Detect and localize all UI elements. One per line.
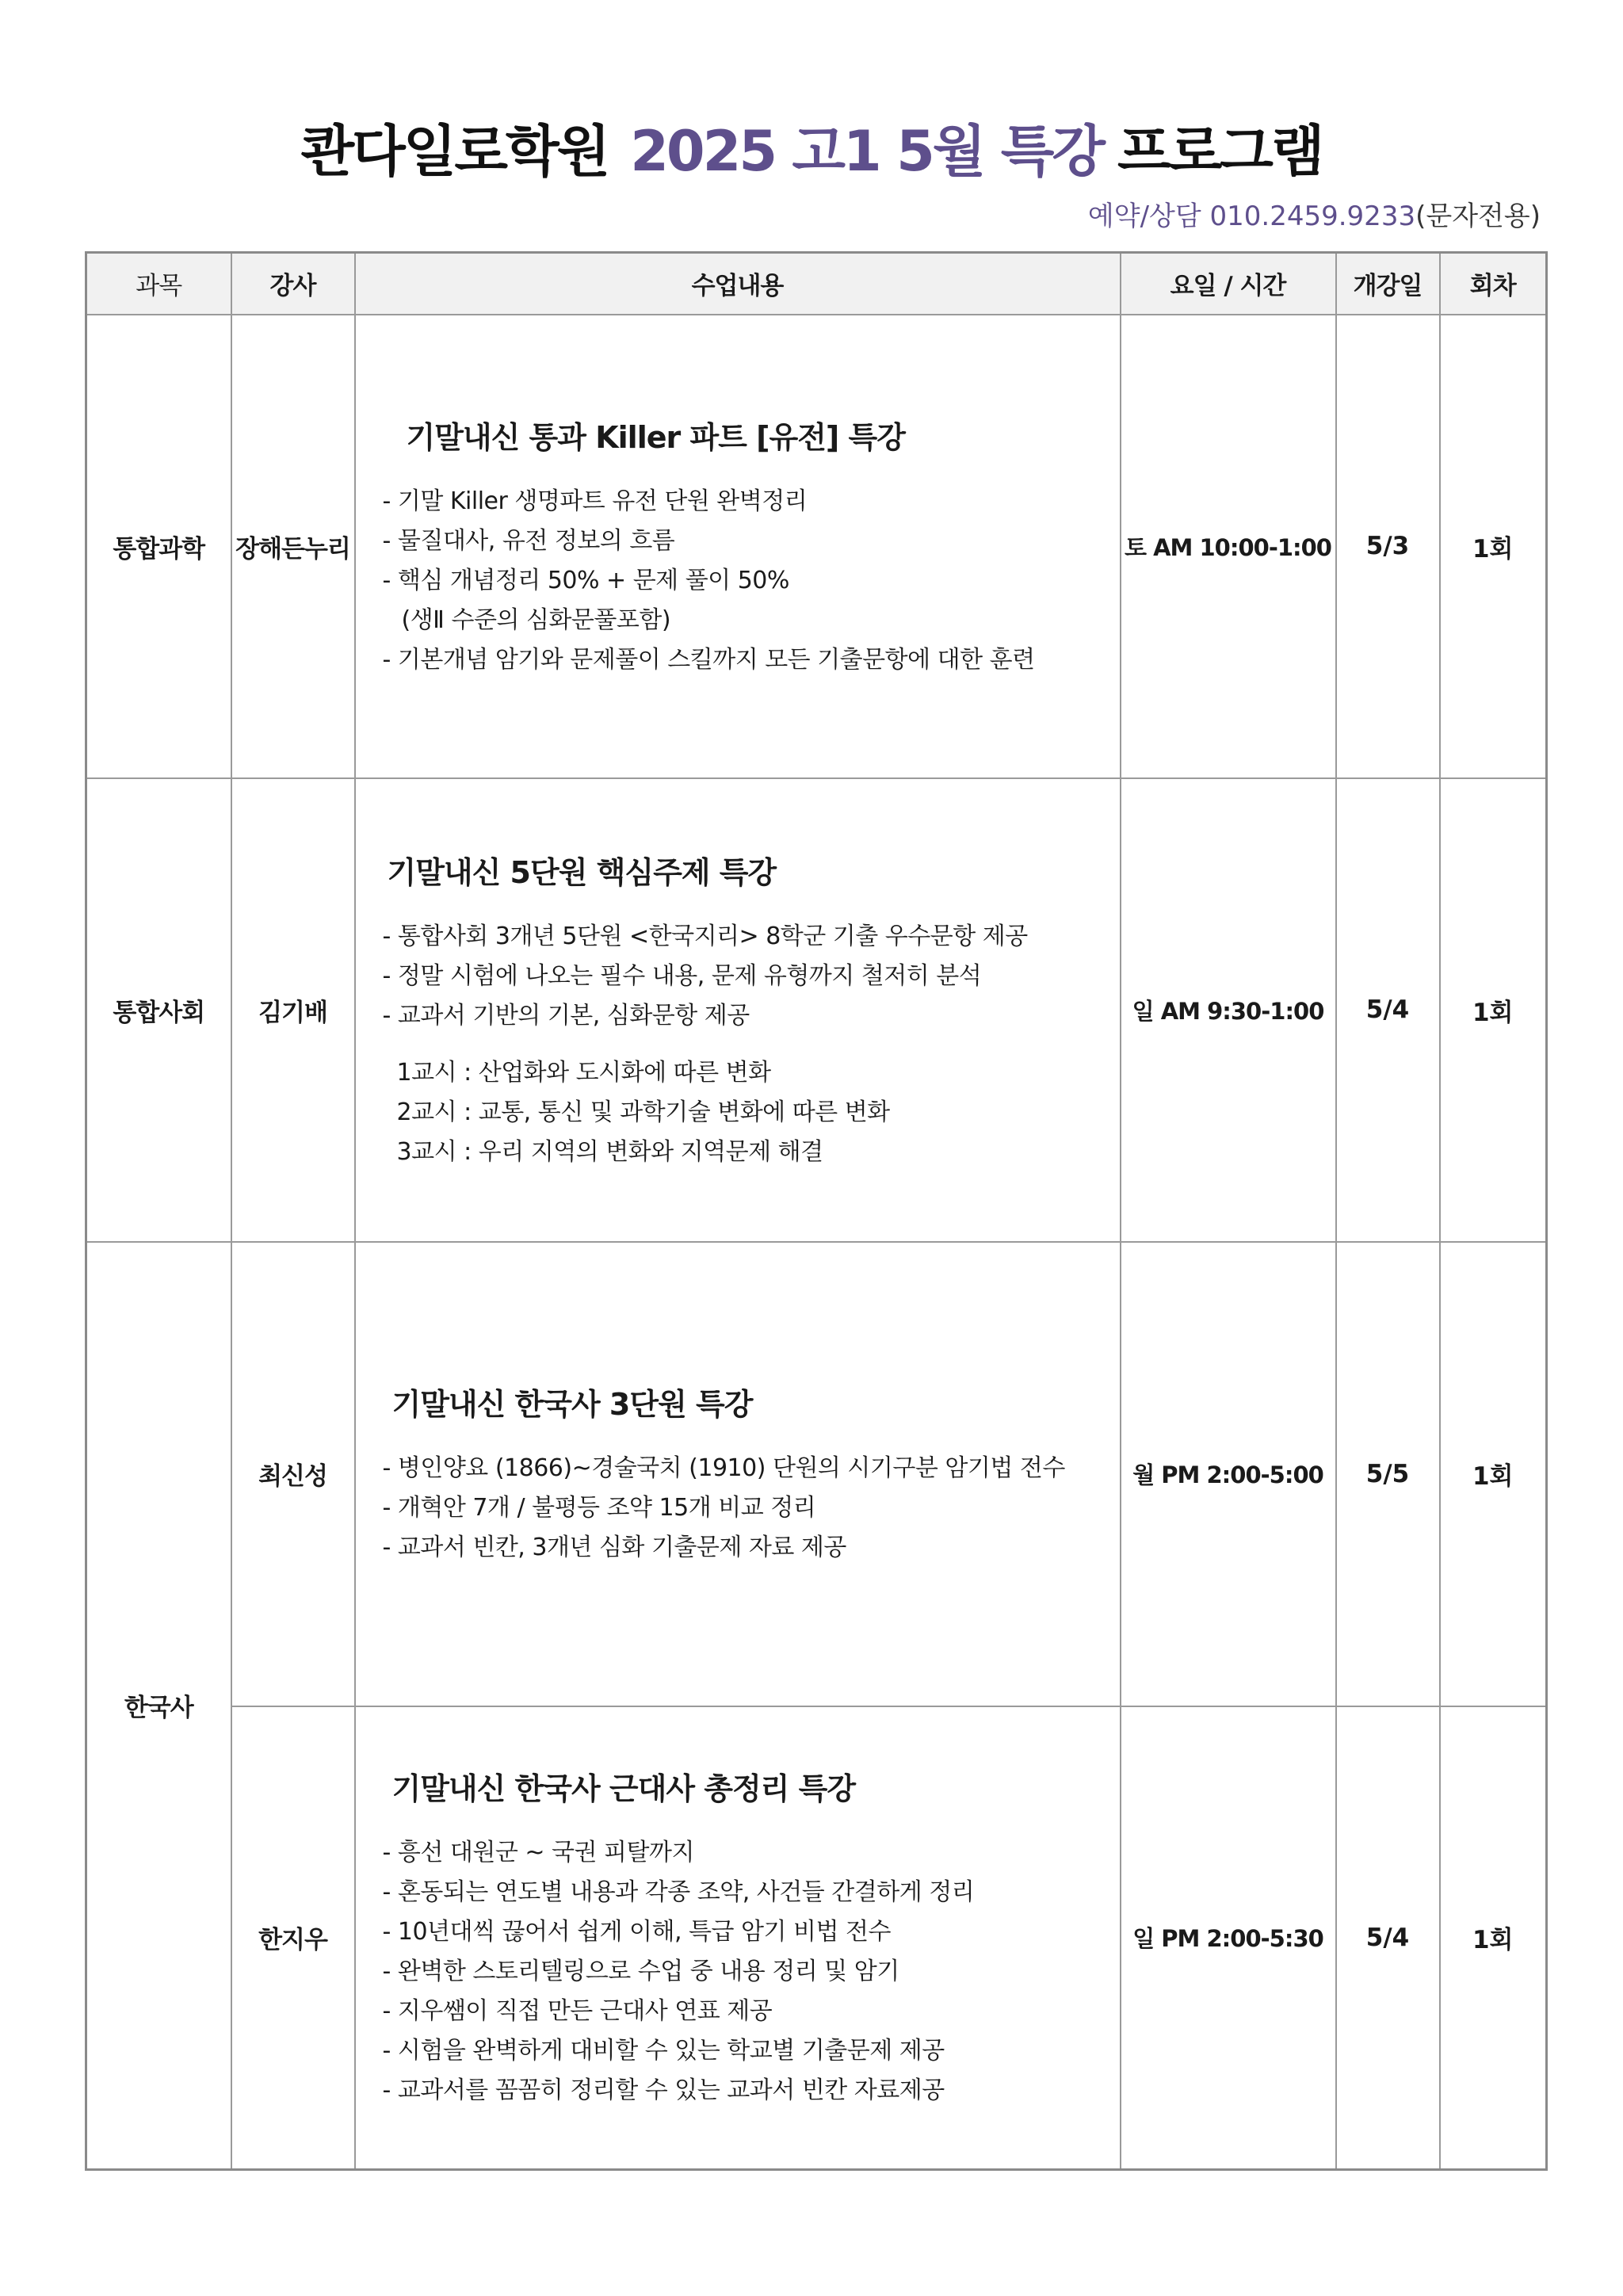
time-cell: 월 PM 2:00-5:00: [1121, 1242, 1336, 1706]
start-date-cell: 5/4: [1336, 778, 1440, 1242]
subject-cell: 통합과학: [86, 315, 231, 778]
subject-cell: 통합사회: [86, 778, 231, 1242]
contact-label: 예약/상담: [1087, 201, 1210, 232]
description-line: - 정말 시험에 나오는 필수 내용, 문제 유형까지 철저히 분석: [382, 961, 982, 990]
description-line: - 물질대사, 유전 정보의 흐름: [382, 526, 675, 555]
sessions-cell: 1회: [1440, 778, 1547, 1242]
table-row: [86, 1706, 1547, 2170]
contact-phone: 010.2459.9233: [1209, 201, 1416, 232]
description-line: - 개혁안 7개 / 불평등 조약 15개 비교 정리: [382, 1494, 816, 1522]
teacher-cell: 김기배: [231, 778, 355, 1242]
content-cell: [355, 1706, 1121, 2170]
course-title: 기말내신 통과 Killer 파트 [유전] 특강: [406, 419, 905, 455]
subject-cell: 한국사: [86, 1242, 231, 2170]
content-cell: [355, 1242, 1121, 1706]
program-year: 2025 고1 5월 특강: [630, 119, 1104, 184]
description-line: - 교과서를 꼼꼼히 정리할 수 있는 교과서 빈칸 자료제공: [382, 2076, 945, 2105]
table-row: [86, 778, 1547, 1242]
description-line: - 완벽한 스토리텔링으로 수업 중 내용 정리 및 암기: [382, 1958, 899, 1986]
header-time: 요일 / 시간: [1121, 253, 1336, 315]
contact-note: (문자전용): [1415, 201, 1541, 232]
description-line: - 지우쌤이 직접 만든 근대사 연표 제공: [382, 1997, 773, 2026]
table-row: [86, 315, 1547, 778]
description-line: - 핵심 개념정리 50% + 문제 풀이 50%: [382, 566, 789, 594]
header-content: 수업내용: [355, 253, 1121, 315]
academy-name: 콴다일로학원: [300, 119, 609, 184]
description-line: - 교과서 기반의 기본, 심화문항 제공: [382, 1001, 750, 1030]
description-line: - 교과서 빈칸, 3개년 심화 기출문제 자료 제공: [382, 1534, 846, 1561]
course-description: [383, 1833, 1104, 2111]
schedule-table: [85, 251, 1548, 2171]
page-title: [0, 107, 1623, 187]
content-cell: [355, 778, 1121, 1242]
header-teacher: 강사: [231, 253, 355, 315]
course-description: [383, 1449, 1104, 1568]
description-line: - 흥선 대원군 ~ 국권 피탈까지: [382, 1839, 694, 1867]
course-title: 기말내신 한국사 근대사 총정리 특강: [391, 1771, 856, 1807]
table-row: [86, 1242, 1547, 1706]
course-description: [383, 917, 1104, 1036]
start-date-cell: 5/4: [1336, 1706, 1440, 2170]
description-line: - 시험을 완벽하게 대비할 수 있는 학교별 기출문제 제공: [382, 2037, 945, 2065]
course-title: 기말내신 한국사 3단원 특강: [391, 1387, 753, 1422]
teacher-cell: 한지우: [231, 1706, 355, 2170]
course-description: [383, 482, 1104, 680]
description-line: - 기말 Killer 생명파트 유전 단원 완벽정리: [382, 487, 808, 515]
description-line: - 통합사회 3개년 5단원 <한국지리> 8학군 기출 우수문항 제공: [382, 922, 1028, 950]
description-line: - 혼동되는 연도별 내용과 각종 조약, 사건들 간결하게 정리: [382, 1878, 975, 1907]
period-list: [383, 1053, 1104, 1172]
header-start-date: 개강일: [1336, 253, 1440, 315]
table-header-row: [86, 253, 1547, 315]
period-line: 1교시 : 산업화와 도시화에 따른 변화: [396, 1058, 771, 1087]
time-cell: 일 PM 2:00-5:30: [1121, 1706, 1336, 2170]
content-cell: [355, 315, 1121, 778]
course-title: 기말내신 5단원 핵심주제 특강: [387, 854, 777, 890]
program-word: 프로그램: [1117, 119, 1323, 184]
header-subject: 과목: [86, 253, 231, 315]
period-line: 2교시 : 교통, 통신 및 과학기술 변화에 따른 변화: [396, 1098, 890, 1126]
description-line: - 10년대씩 끊어서 쉽게 이해, 특급 암기 비법 전수: [382, 1918, 891, 1946]
description-line: (생Ⅱ 수준의 심화문풀포함): [401, 606, 671, 634]
sessions-cell: 1회: [1440, 315, 1547, 778]
sessions-cell: 1회: [1440, 1706, 1547, 2170]
time-cell: 일 AM 9:30-1:00: [1121, 778, 1336, 1242]
teacher-cell: 장해든누리: [231, 315, 355, 778]
description-line: - 기본개념 암기와 문제풀이 스킬까지 모든 기출문항에 대한 훈련: [382, 645, 1035, 674]
description-line: - 병인양요 (1866)~경술국치 (1910) 단원의 시기구분 암기법 전수: [382, 1454, 1065, 1482]
contact-info: [1088, 194, 1541, 233]
period-line: 3교시 : 우리 지역의 변화와 지역문제 해결: [396, 1137, 823, 1166]
header-sessions: 회차: [1440, 253, 1547, 315]
time-cell: 토 AM 10:00-1:00: [1121, 315, 1336, 778]
start-date-cell: 5/5: [1336, 1242, 1440, 1706]
teacher-cell: 최신성: [231, 1242, 355, 1706]
sessions-cell: 1회: [1440, 1242, 1547, 1706]
start-date-cell: 5/3: [1336, 315, 1440, 778]
